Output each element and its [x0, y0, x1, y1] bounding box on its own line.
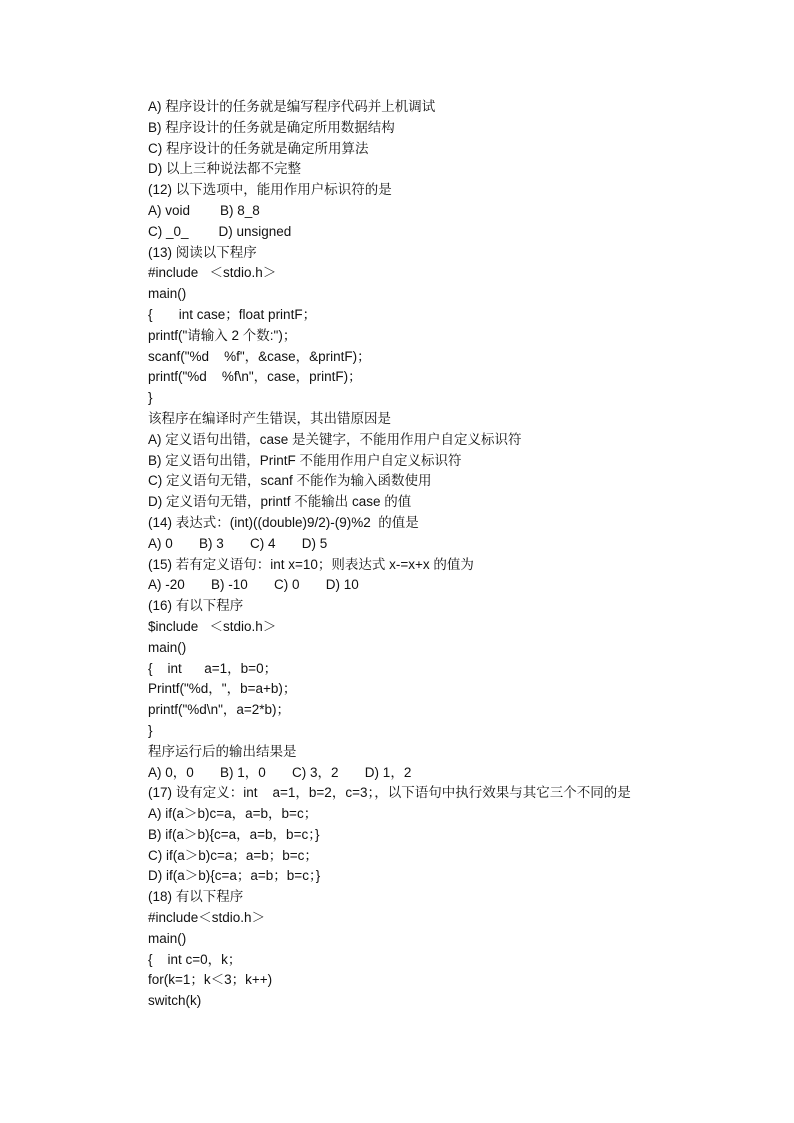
option-line: D) 定义语句无错，printf 不能输出 case 的值 — [148, 494, 412, 510]
code-line: $include ＜stdio.h＞ — [148, 618, 277, 634]
code-line: } — [148, 390, 153, 406]
option-line: A) if(a＞b)c=a，a=b，b=c； — [148, 806, 318, 822]
question-stem: (13) 阅读以下程序 — [148, 244, 257, 260]
option-line: C) if(a＞b)c=a；a=b；b=c； — [148, 847, 318, 863]
code-line: #include＜stdio.h＞ — [148, 910, 266, 926]
question-stem: (15) 若有定义语句：int x=10；则表达式 x-=x+x 的值为 — [148, 556, 474, 572]
option-line: A) -20 B) -10 C) 0 D) 10 — [148, 577, 359, 593]
option-line: B) if(a＞b){c=a，a=b，b=c；} — [148, 826, 320, 842]
code-line: main() — [148, 639, 187, 655]
option-line: C) 定义语句无错，scanf 不能作为输入函数使用 — [148, 473, 432, 489]
option-line: B) 定义语句出错，PrintF 不能用作用户自定义标识符 — [148, 452, 462, 468]
option-line: B) 程序设计的任务就是确定所用数据结构 — [148, 119, 395, 135]
question-stem: (16) 有以下程序 — [148, 598, 244, 614]
question-stem: (14) 表达式：(int)((double)9/2)-(9)%2 的值是 — [148, 514, 419, 530]
code-line: { int c=0，k； — [148, 951, 242, 967]
option-line: C) 程序设计的任务就是确定所用算法 — [148, 140, 369, 156]
code-line: scanf("%d %f"，&case，&printF)； — [148, 348, 371, 364]
code-line: switch(k) — [148, 993, 202, 1009]
question-stem: (17) 设有定义：int a=1，b=2，c=3；，以下语句中执行效果与其它三个不同的是 — [148, 785, 631, 801]
code-line: printf("%d\n"，a=2*b)； — [148, 702, 291, 718]
option-line: D) if(a＞b){c=a；a=b；b=c；} — [148, 868, 321, 884]
code-line: Printf("%d，"，b=a+b)； — [148, 681, 297, 697]
code-line: for(k=1；k＜3；k++) — [148, 972, 273, 988]
code-line: main() — [148, 930, 187, 946]
option-line: A) 程序设计的任务就是编写程序代码并上机调试 — [148, 99, 436, 114]
option-line: C) _0_ D) unsigned — [148, 223, 292, 239]
code-line: { int a=1，b=0； — [148, 660, 278, 676]
option-line: A) 0 B) 3 C) 4 D) 5 — [148, 535, 328, 551]
code-line: #include ＜stdio.h＞ — [148, 265, 277, 281]
option-line: A) void B) 8_8 — [148, 202, 260, 218]
question-stem: (18) 有以下程序 — [148, 889, 244, 905]
option-line: D) 以上三种说法都不完整 — [148, 161, 301, 177]
option-line: A) 定义语句出错，case 是关键字，不能用作用户自定义标识符 — [148, 431, 522, 447]
question-stem: (12) 以下选项中，能用作用户标识符的是 — [148, 182, 392, 198]
option-line: A) 0，0 B) 1，0 C) 3，2 D) 1，2 — [148, 764, 412, 780]
code-line: } — [148, 722, 153, 738]
question-prompt: 该程序在编译时产生错误，其出错原因是 — [148, 410, 391, 426]
question-prompt: 程序运行后的输出结果是 — [148, 743, 297, 759]
code-line: printf("%d %f\n"，case，printF)； — [148, 369, 362, 385]
code-line: main() — [148, 286, 187, 302]
code-line: { int case；float printF； — [148, 306, 317, 322]
code-line: printf("请输入 2 个数:")； — [148, 327, 297, 343]
